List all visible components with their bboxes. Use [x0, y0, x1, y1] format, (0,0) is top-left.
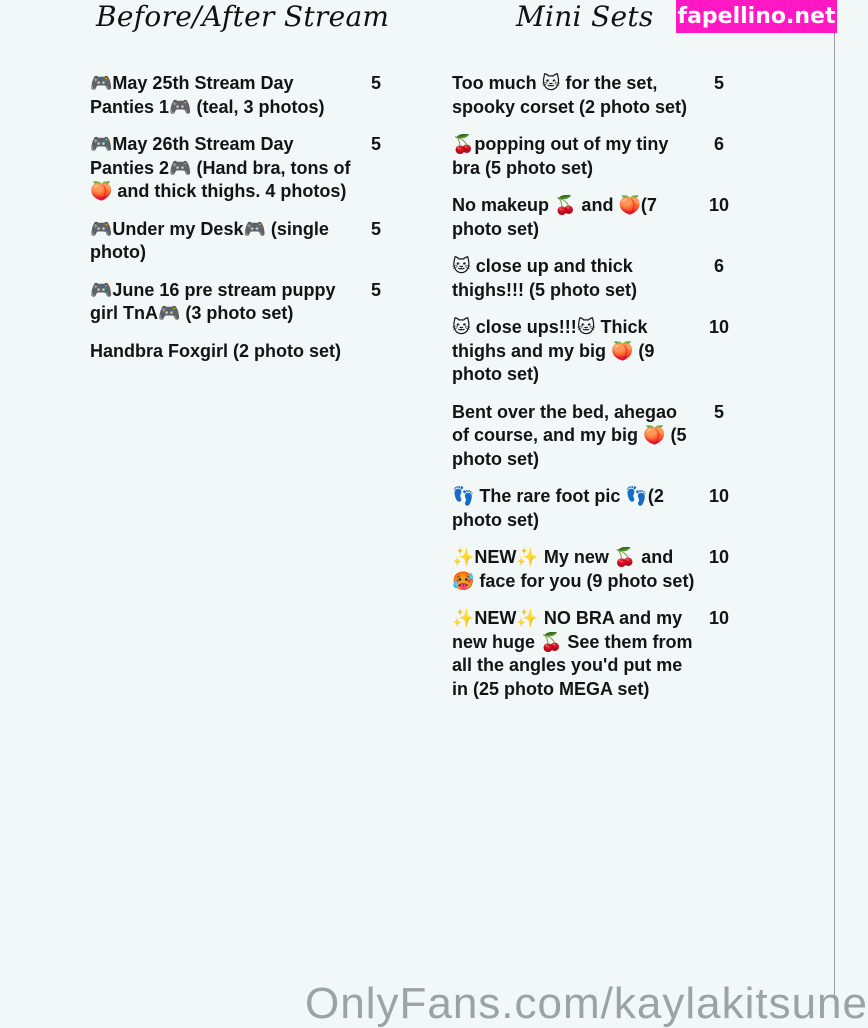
item-title: 👣 The rare foot pic 👣(2 photo set): [452, 486, 664, 530]
heading-mini-sets: Mini Sets: [516, 0, 654, 33]
item-title: Bent over the bed, ahegao of course, and my big 🍑 (5 photo set): [452, 401, 687, 469]
list-item: [452, 607, 737, 701]
item-price: 5: [713, 401, 724, 422]
item-title: ✨NEW✨ NO BRA and my new huge 🍒 See them from all the angles you'd put me in (25 photo MEGA set): [452, 608, 693, 699]
page-edge-line: [834, 0, 835, 1000]
item-title: No makeup 🍒 and 🍑(7 photo set): [452, 195, 657, 239]
item-title: 🎮May 25th Stream Day Panties 1🎮 (teal, 3 photos): [90, 73, 325, 117]
item-title: Handbra Foxgirl (2 photo set): [90, 340, 342, 361]
item-price: 10: [708, 608, 730, 628]
item-title: 🍒popping out of my tiny bra (5 photo set): [452, 134, 669, 178]
item-price: 5: [713, 73, 724, 93]
list-item: [90, 279, 390, 326]
item-price: 5: [370, 279, 381, 300]
list-item: [452, 401, 737, 472]
list-item: [452, 255, 737, 302]
list-item: [90, 218, 390, 265]
item-title: 🐱 close ups!!!🐱 Thick thighs and my big 🍑 (9 photo set): [452, 317, 655, 384]
list-item: [90, 340, 390, 364]
list-item: [90, 133, 390, 204]
item-title: ✨NEW✨ My new 🍒 and 🥵 face for you (9 photo set): [452, 547, 695, 591]
list-item: [452, 485, 737, 532]
item-price: 5: [370, 73, 381, 93]
item-price: 10: [708, 317, 730, 337]
item-price: 6: [713, 256, 724, 276]
heading-before-after-stream: Before/After Stream: [96, 0, 390, 33]
item-title: Too much 🐱 for the set, spooky corset (2 photo set): [452, 73, 688, 117]
item-title: 🐱 close up and thick thighs!!! (5 photo set): [452, 256, 637, 300]
item-price: 10: [708, 195, 730, 215]
item-title: 🎮May 26th Stream Day Panties 2🎮 (Hand bra, tons of 🍑 and thick thighs. 4 photos): [90, 134, 351, 201]
item-price: 10: [708, 486, 730, 506]
watermark-badge: fapellino.net: [676, 0, 837, 33]
list-item: [452, 316, 737, 387]
list-item: [452, 72, 737, 119]
item-price: 10: [708, 547, 730, 567]
item-title: 🎮June 16 pre stream puppy girl TnA🎮 (3 photo set): [90, 279, 336, 323]
list-item: [452, 546, 737, 593]
list-item: [452, 133, 737, 180]
list-item: [90, 72, 390, 119]
list-item: [452, 194, 737, 241]
item-price: 5: [370, 218, 381, 239]
item-title: 🎮Under my Desk🎮 (single photo): [90, 218, 329, 262]
before-after-stream-list: [90, 72, 390, 377]
item-price: 5: [370, 134, 381, 154]
mini-sets-list: [452, 72, 737, 715]
item-price: 6: [713, 134, 724, 154]
footer-url-watermark: OnlyFans.com/kaylakitsune: [305, 979, 868, 1028]
